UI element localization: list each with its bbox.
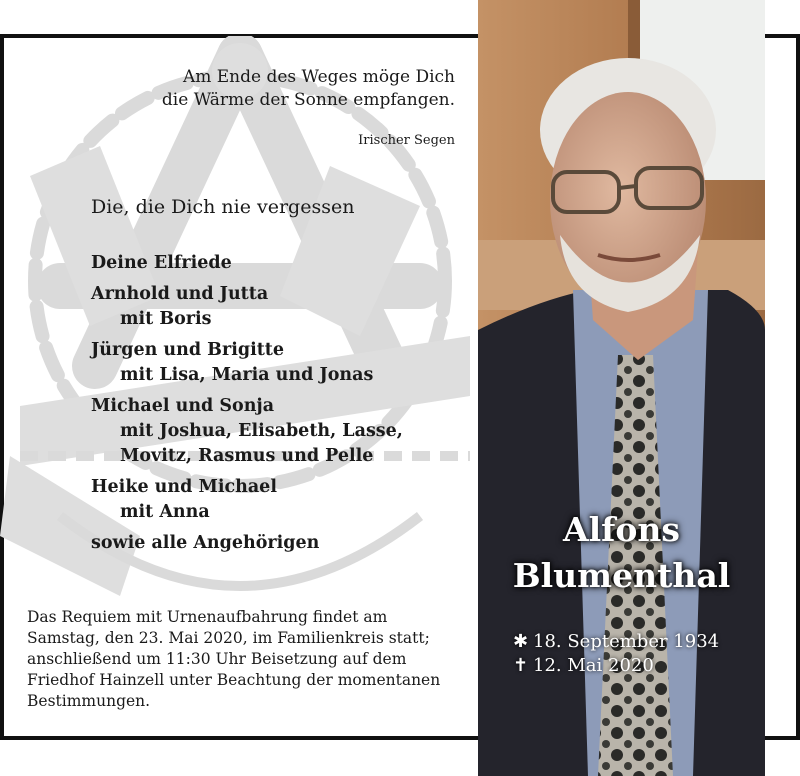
intro-text: Die, die Dich nie vergessen	[91, 196, 355, 218]
requiem-line: Bestimmungen.	[27, 692, 151, 710]
mourner-children: mit Lisa, Maria und Jonas	[120, 365, 374, 385]
mourner-list	[91, 251, 403, 562]
mourner-children: Movitz, Rasmus und Pelle	[120, 446, 374, 466]
birth-date-row	[513, 631, 719, 652]
motto-line: Am Ende des Weges möge Dich	[182, 67, 455, 87]
death-date: 12. Mai 2020	[533, 655, 654, 676]
mourner-name: Deine Elfriede	[91, 253, 232, 273]
mourner-group	[91, 338, 403, 388]
motto-line: die Wärme der Sonne empfangen.	[161, 90, 455, 110]
death-cross-icon: ✝	[513, 655, 529, 676]
mourner-group	[91, 251, 403, 276]
requiem-info	[27, 607, 457, 712]
birth-star-icon: ✱	[513, 631, 529, 652]
requiem-line: Samstag, den 23. Mai 2020, im Familienkreis statt;	[27, 629, 430, 647]
mourner-children: mit Anna	[120, 502, 210, 522]
motto-source: Irischer Segen	[358, 133, 455, 148]
mourner-name: Arnhold und Jutta	[91, 284, 269, 304]
requiem-line: Friedhof Hainzell unter Beachtung der momentanen	[27, 671, 441, 689]
mourner-group	[91, 531, 403, 556]
mourner-group	[91, 282, 403, 332]
deceased-last-name: Blumenthal	[512, 556, 731, 595]
mourner-name: Jürgen und Brigitte	[91, 340, 285, 360]
deceased-first-name: Alfons	[563, 510, 680, 549]
mourner-group	[91, 394, 403, 469]
motto	[162, 66, 455, 112]
requiem-line: Das Requiem mit Urnenaufbahrung findet am	[27, 608, 388, 626]
mourner-name: Heike und Michael	[91, 477, 277, 497]
birth-date: 18. September 1934	[533, 631, 720, 652]
requiem-line: anschließend um 11:30 Uhr Beisetzung auf dem	[27, 650, 407, 668]
mourner-name: Michael und Sonja	[91, 396, 275, 416]
mourner-children: mit Boris	[120, 309, 212, 329]
mourner-group	[91, 475, 403, 525]
mourner-children: mit Joshua, Elisabeth, Lasse,	[120, 421, 403, 441]
frame-right-border	[796, 38, 800, 736]
mourner-name: sowie alle Angehörigen	[91, 533, 320, 553]
death-date-row	[513, 655, 654, 676]
